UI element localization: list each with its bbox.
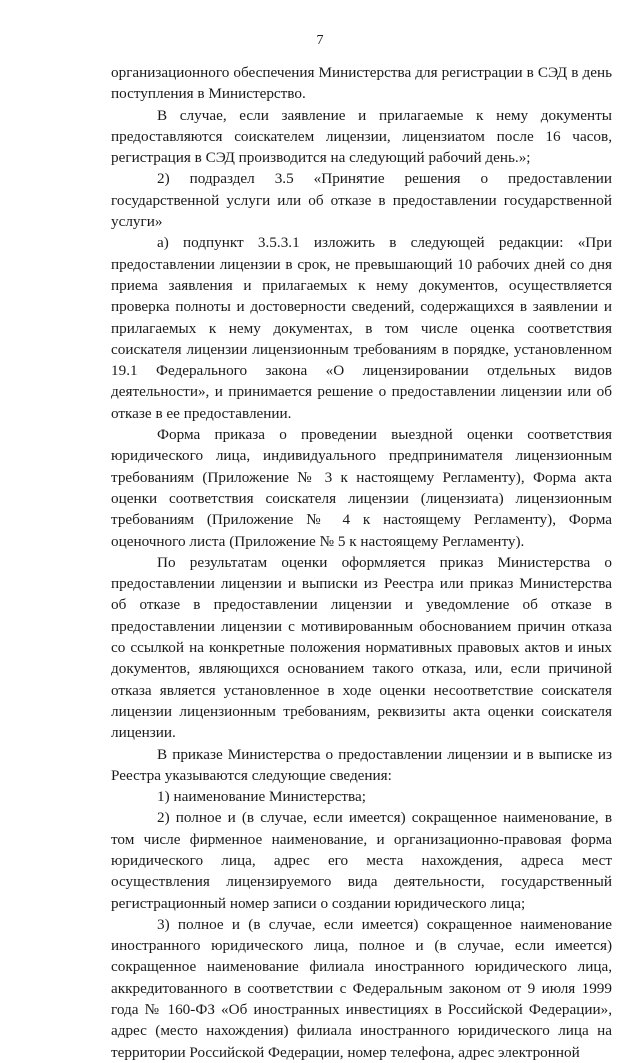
paragraph-submission-time: В случае, если заявление и прилагаемые к нему документы предоставляются соискателем лицензии, лицензиатом после 16 часов, регистрация в СЭД производится на следующий рабочий день.»;: [111, 106, 612, 167]
list-item-2: 2) полное и (в случае, если имеется) сокращенное наименование, в том числе фирменное наименование, и организационно-правовая форма юридического лица, адрес его места нахождения, адреса мест осуществления лицензируемого вида деятельности, государственный регистрационный номер записи о создании юридического лица;: [111, 809, 612, 912]
list-item-1: 1) наименование Министерства;: [157, 788, 366, 806]
page-number: 7: [316, 33, 324, 48]
list-item-3: 3) полное и (в случае, если имеется) сокращенное наименование иностранного юридического лица, полное и (в случае, если имеется) сокращенное наименование филиала иностранного юридического лица, аккредитованного в соответствии с Федеральным законом от 9 июля 1999 года № 160-ФЗ «Об иностранных инвестициях в Российской Федерации», адрес (место нахождения) филиала иностранного юридического лица на территории Российской Федерации, номер телефона, адрес электронной: [111, 915, 612, 1061]
paragraph-continuation: организационного обеспечения Министерства для регистрации в СЭД в день поступления в Министерство.: [111, 64, 612, 103]
paragraph-order-contents: В приказе Министерства о предоставлении лицензии и в выписке из Реестра указываются следующие сведения:: [111, 745, 612, 784]
document-body: [111, 62, 612, 1063]
paragraph-subitem-3-5-3-1: а) подпункт 3.5.3.1 изложить в следующей редакции: «При предоставлении лицензии в срок, не превышающий 10 рабочих дней со дня приема заявления и прилагаемых к нему документов, осуществляется проверка полноты и достоверности сведений, содержащихся в заявлении и прилагаемых к нему документах, в том числе оценка соответствия соискателя лицензии лицензионным требованиям в порядке, установленном 19.1 Федерального закона «О лицензировании отдельных видов деятельности», и принимается решение о предоставлении лицензии или об отказе в ее предоставлении.: [111, 234, 612, 422]
paragraph-forms: Форма приказа о проведении выездной оценки соответствия юридического лица, индивидуального предпринимателя лицензионным требованиям (Приложение № 3 к настоящему Регламенту), Форма акта оценки соответствия соискателя лицензии (лицензиата) лицензионным требованиям (Приложение № 4 к настоящему Регламенту), Форма оценочного листа (Приложение № 5 к настоящему Регламенту).: [111, 426, 612, 550]
paragraph-assessment-results: По результатам оценки оформляется приказ Министерства о предоставлении лицензии и выписки из Реестра или приказ Министерства об отказе в предоставлении лицензии и уведомление об отказе в предоставлении лицензии с мотивированным обоснованием причин отказа со ссылкой на конкретные положения нормативных правовых актов и иных документов, являющихся основанием такого отказа, или, если причиной отказа является установленное в ходе оценки несоответствие соискателя лицензии лицензионным требованиям, реквизиты акта оценки соискателя лицензии.: [111, 553, 612, 742]
paragraph-subsection-3-5: 2) подраздел 3.5 «Принятие решения о предоставлении государственной услуги или об отказе в предоставлении государственной услуги»: [111, 170, 612, 231]
